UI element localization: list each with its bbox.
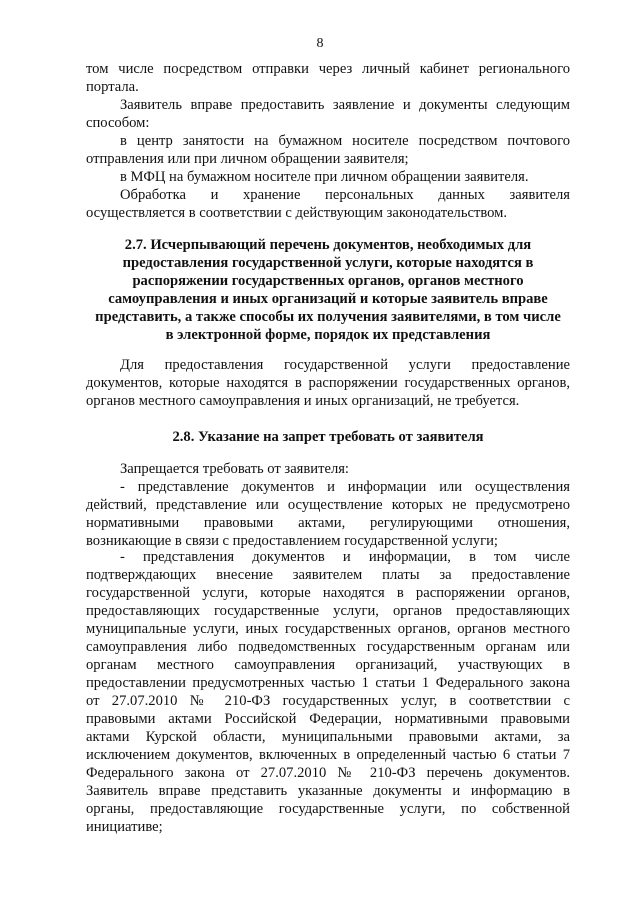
paragraph-portal-continuation (86, 60, 570, 96)
heading-line: 2.8. Указание на запрет требовать от заявителя (172, 429, 484, 445)
text-line: в центр занятости на бумажном носителе посредством почтового (120, 133, 570, 149)
text-line: Обработка и хранение персональных данных заявителя (120, 187, 570, 203)
text-line: органам местного самоуправления организаций, участвующих в (86, 657, 570, 673)
text-line: органы, предоставляющие государственные услуги, по собственной (86, 801, 570, 817)
text-line: самоуправления либо подведомственных государственным органам или (86, 639, 570, 655)
heading-line: предоставления государственной услуги, которые находятся в (122, 255, 534, 271)
text-line: Заявитель вправе представить указанные документы и информацию в (86, 783, 570, 799)
paragraph-prohibited (86, 460, 570, 478)
paragraph-no-documents-required (86, 356, 570, 410)
text-line: осуществляется в соответствии с действующим законодательством. (86, 205, 508, 221)
section-heading-2-8 (86, 428, 570, 446)
paragraph-mfc (86, 168, 570, 186)
list-item-documents (86, 548, 570, 836)
text-line: портала. (86, 79, 139, 95)
heading-line: в электронной форме, порядок их представления (165, 327, 491, 343)
text-line: возникающие в связи с предоставлением государственной услуги; (86, 533, 498, 549)
section-heading-2-7 (86, 236, 570, 344)
text-line: в МФЦ на бумажном носителе при личном обращении заявителя. (120, 169, 529, 185)
text-line: нормативными правовыми актами, регулирующими отношения, (86, 515, 570, 531)
text-line: Для предоставления государственной услуги предоставление (120, 357, 570, 373)
heading-line: распоряжении государственных органов, органов местного (132, 273, 524, 289)
heading-line: 2.7. Исчерпывающий перечень документов, необходимых для (124, 237, 532, 253)
text-line: государственной услуги, которые находятся в распоряжении органов, (86, 585, 570, 601)
text-line: предоставляющих государственные услуги, органов предоставляющих (86, 603, 570, 619)
text-line: отправления или при личном обращении заявителя; (86, 151, 409, 167)
text-line: том числе посредством отправки через личный кабинет регионального (86, 61, 570, 77)
text-line: документов, которые находятся в распоряжении государственных органов, (86, 375, 570, 391)
text-line: инициативе; (86, 819, 163, 835)
paragraph-submission-methods (86, 96, 570, 132)
heading-line: самоуправления и иных организаций и которые заявитель вправе (108, 291, 548, 307)
text-line: Запрещается требовать от заявителя: (120, 461, 349, 477)
text-line: органов местного самоуправления и иных организаций, не требуется. (86, 393, 520, 409)
text-line: - представления документов и информации, в том числе (120, 549, 570, 565)
list-item-representation (86, 478, 570, 550)
text-line: от 27.07.2010 № 210-ФЗ государственных услуг, в соответствии с (86, 693, 570, 709)
heading-line: представить, а также способы их получения заявителями, в том числе (95, 309, 561, 325)
text-line: Федерального закона от 27.07.2010 № 210-ФЗ перечень документов. (86, 765, 570, 781)
text-line: правовыми актами Российской Федерации, нормативными правовыми (86, 711, 570, 727)
text-line: исключением документов, включенных в определенный частью 6 статьи 7 (86, 747, 570, 763)
paragraph-employment-center (86, 132, 570, 168)
text-line: муниципальные услуги, иных государственных органов, органов местного (86, 621, 570, 637)
text-line: способом: (86, 115, 150, 131)
text-line: - представление документов и информации или осуществления (120, 479, 570, 495)
paragraph-personal-data (86, 186, 570, 222)
text-line: актами Курской области, муниципальными правовыми актами, за (86, 729, 570, 745)
text-line: Заявитель вправе предоставить заявление и документы следующим (120, 97, 570, 113)
text-line: действий, представление или осуществление которых не предусмотрено (86, 497, 570, 513)
text-line: предоставлении предусмотренных частью 1 статьи 1 Федерального закона (86, 675, 570, 691)
page-number: 8 (316, 36, 324, 51)
text-line: подтверждающих внесение заявителем платы за предоставление (86, 567, 570, 583)
